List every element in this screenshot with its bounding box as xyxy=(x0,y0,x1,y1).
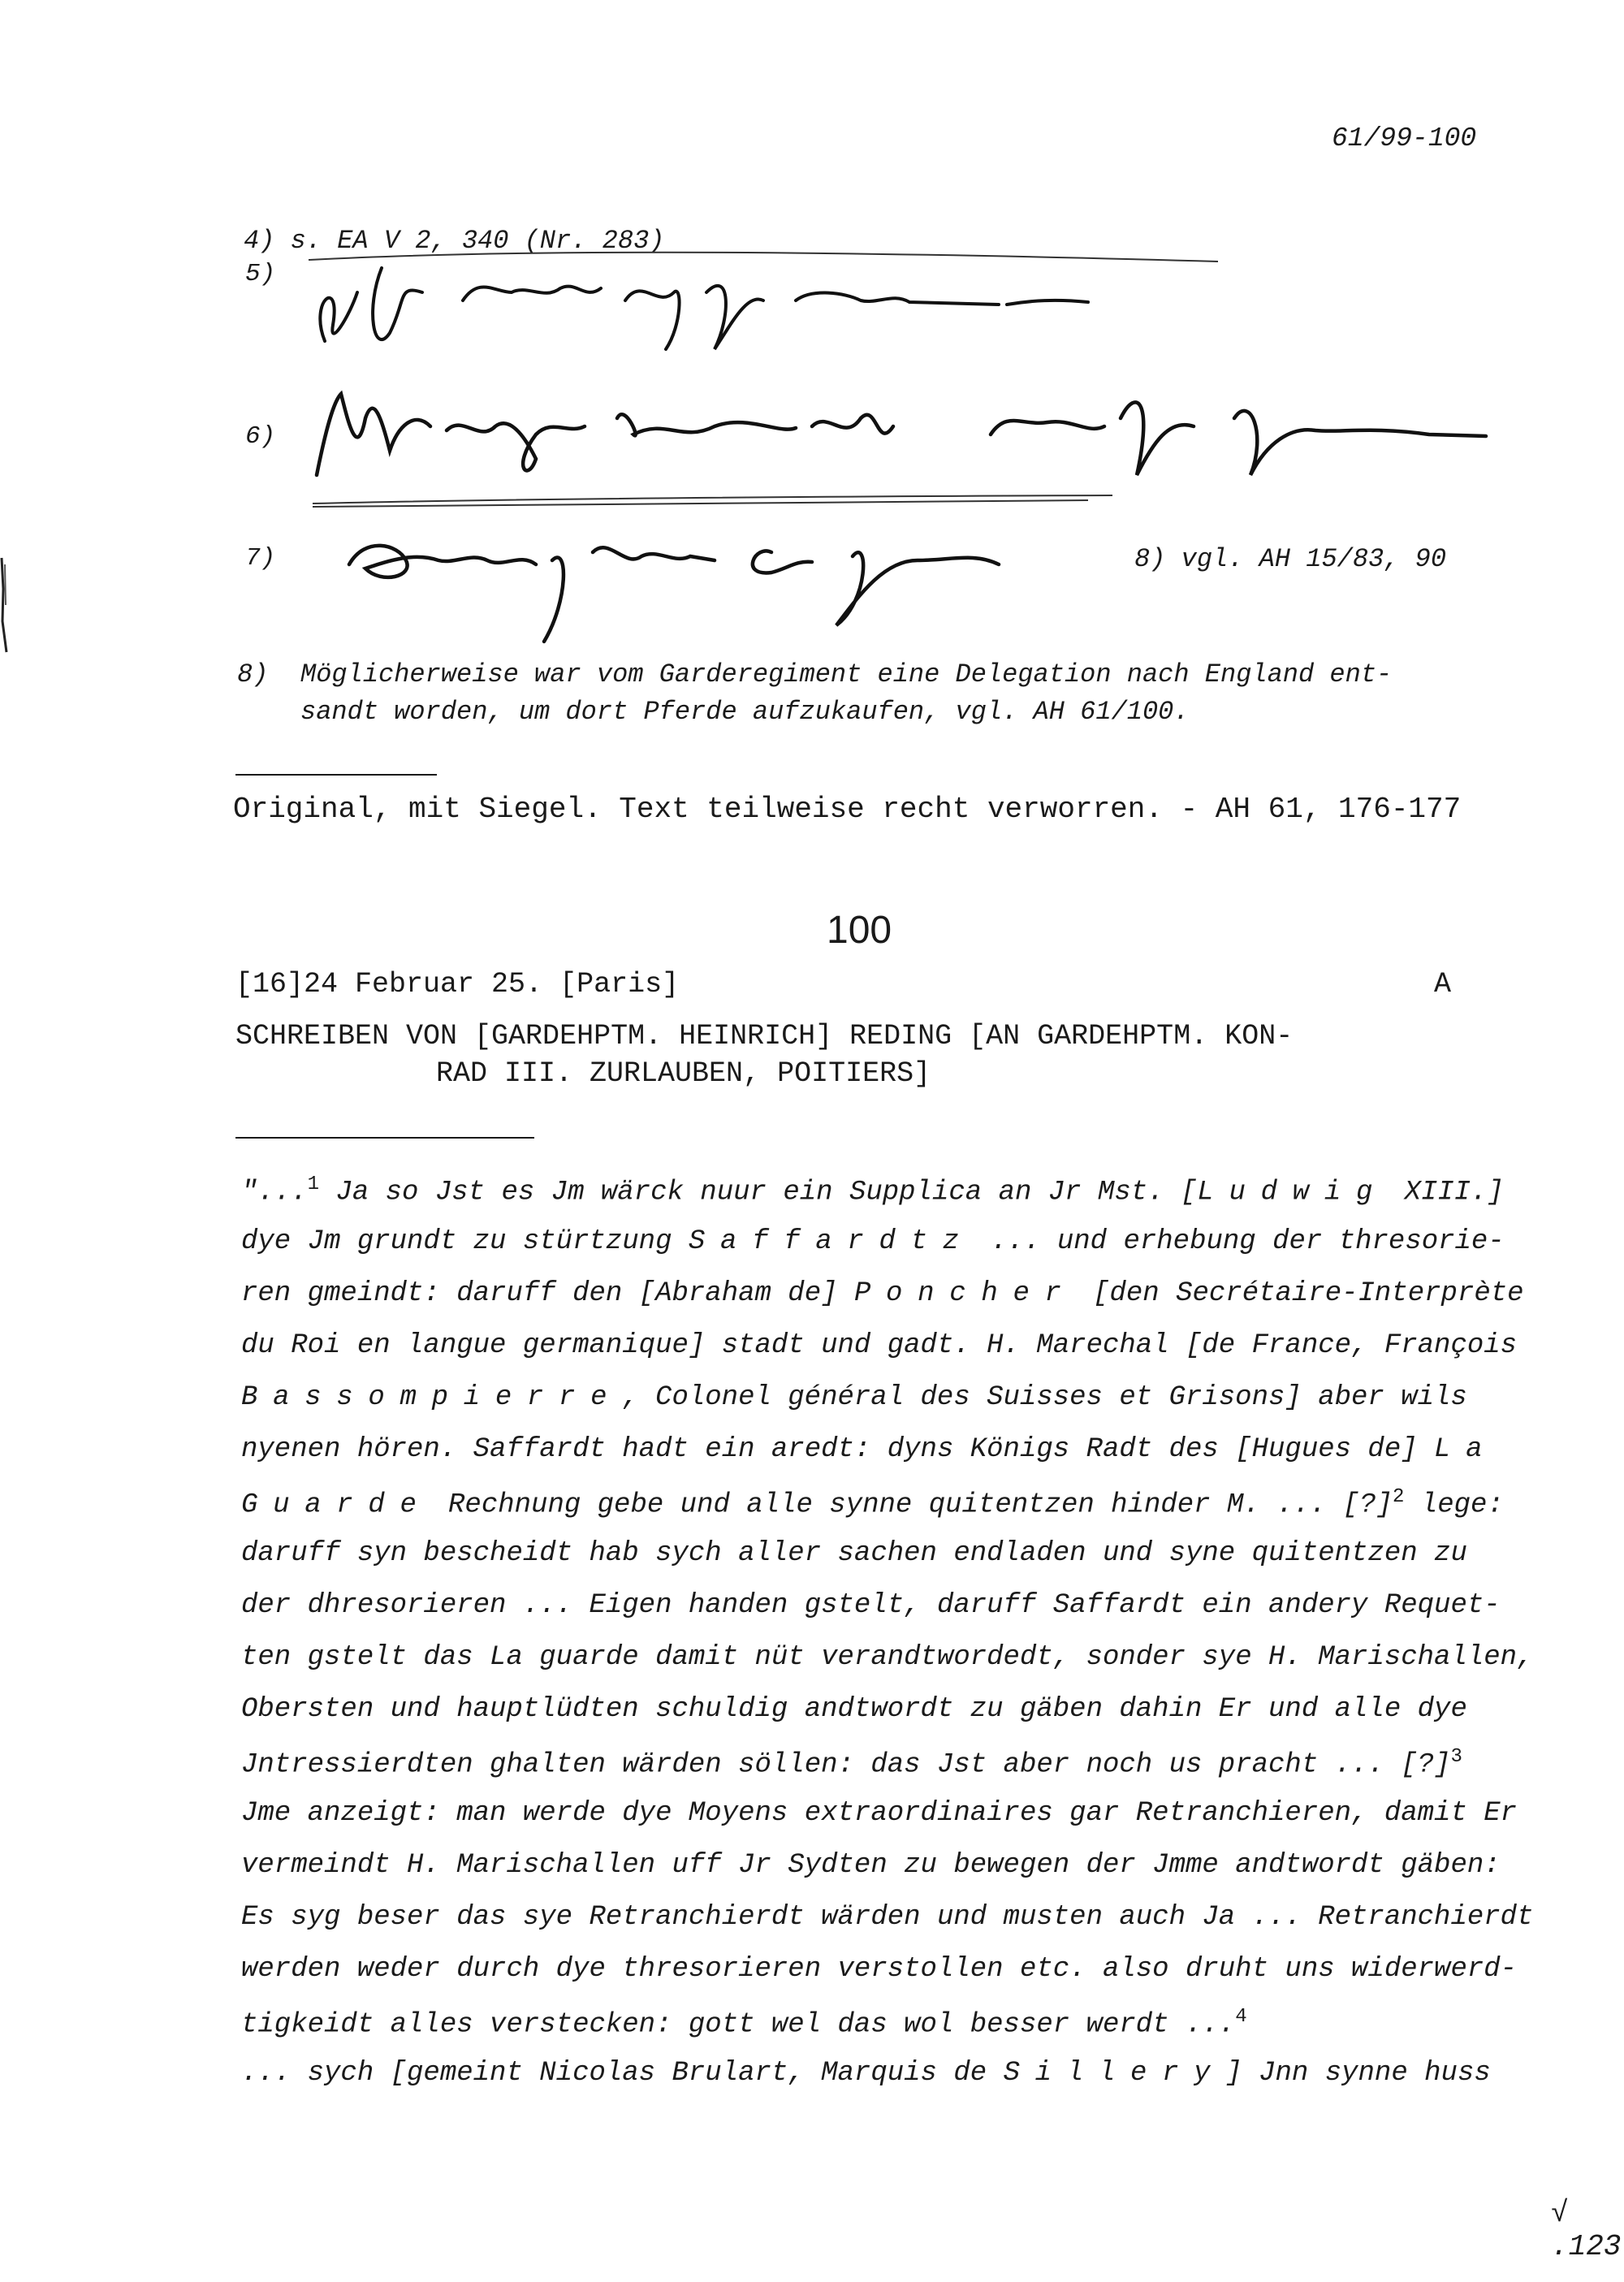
footnote-4-marker: 4) xyxy=(244,226,275,256)
footnote-8-marker: 8) xyxy=(237,659,269,689)
footnote-8-line-1: Möglicherweise war vom Garderegiment eine Delegation nach England ent- xyxy=(300,659,1393,689)
body-line-13: Jme anzeigt: man werde dye Moyens extraordinaires gar Retranchieren, damit Er xyxy=(241,1798,1518,1829)
body-line-7: Guarde Rechnung gebe und alle synne quitentzen hinder M. ... [?]$^2$ lege: xyxy=(241,1486,1504,1521)
body-line-16: werden weder durch dye thresorieren verstollen etc. also druht uns widerwerd- xyxy=(241,1954,1518,1985)
document-id: 61/99-100 xyxy=(1332,123,1477,153)
body-line-10: ten gstelt das La guarde damit nüt verandtwordedt, sonder sye H. Marischallen, xyxy=(241,1642,1534,1673)
body-line-8: daruff syn bescheidt hab sych aller sachen endladen und syne quitentzen zu xyxy=(241,1538,1467,1569)
body-line-5: Bassompierre, Colonel général des Suisses et Grisons] aber wils xyxy=(241,1382,1467,1413)
body-line-4: du Roi en langue germanique] stadt und gadt. H. Marechal [de France, François xyxy=(241,1330,1518,1361)
handwriting-snippet-7 xyxy=(333,504,1104,650)
handwriting-guide-line-7 xyxy=(309,497,1121,513)
body-line-2: dye Jm grundt zu stürtzung Saffardtz ... und erhebung der thresorie- xyxy=(241,1226,1505,1257)
handwriting-snippet-6 xyxy=(292,370,1510,499)
document-number: 100 xyxy=(827,909,892,952)
footnote-4-text: s. EA V 2, 340 (Nr. 283) xyxy=(290,226,665,256)
body-line-11: Obersten und hauptlüdten schuldig andtwordt zu gäben dahin Er und alle dye xyxy=(241,1694,1467,1725)
document-dateline: [16]24 Februar 25. [Paris] xyxy=(235,968,680,1001)
handwriting-guide-line-5 xyxy=(300,244,1234,268)
scan-edge-mark xyxy=(0,556,13,654)
body-line-17: tigkeidt alles verstecken: gott wel das wol besser werdt ...$^4$ xyxy=(241,2006,1247,2041)
body-line-12: Jntressierdten ghalten wärden söllen: das Jst aber noch us pracht ... [?]$^3$ xyxy=(241,1746,1462,1781)
body-line-9: der dhresorieren ... Eigen handen gstelt, daruff Saffardt ein andery Requet- xyxy=(241,1590,1501,1621)
footnote-8-line-2: sandt worden, um dort Pferde aufzukaufen, vgl. AH 61/100. xyxy=(300,697,1190,727)
footnote-5-marker: 5) xyxy=(245,260,276,288)
body-line-14: vermeindt H. Marischallen uff Jr Sydten zu bewegen der Jmme andtwordt gäben: xyxy=(241,1850,1501,1881)
document-title-line-1: SCHREIBEN VON [GARDEHPTM. HEINRICH] REDING [AN GARDEHPTM. KON- xyxy=(235,1020,1294,1052)
body-line-1: "...$^1$ Ja so Jst es Jm wärck nuur ein Supplica an Jr Mst. [Ludwig XIII.] xyxy=(241,1173,1504,1208)
body-line-6: nyenen hören. Saffardt hadt ein aredt: dyns Königs Radt des [Hugues de] La xyxy=(241,1434,1498,1465)
footnote-8-inline: 8) vgl. AH 15/83, 90 xyxy=(1134,544,1447,574)
title-separator xyxy=(235,1137,534,1139)
footnote-separator xyxy=(235,774,437,776)
body-line-3: ren gmeindt: daruff den [Abraham de] Poncher [den Secrétaire-Interprète xyxy=(241,1278,1524,1309)
footnote-6-marker: 6) xyxy=(245,422,276,451)
body-line-18: ... sych [gemeint Nicolas Brulart, Marquis de Sillery] Jnn synne huss xyxy=(241,2058,1491,2089)
source-note: Original, mit Siegel. Text teilweise recht verworren. - AH 61, 176-177 xyxy=(233,793,1462,826)
body-line-15: Es syg beser das sye Retranchierdt wärden und musten auch Ja ... Retranchierdt xyxy=(241,1902,1534,1933)
archive-code: A xyxy=(1434,968,1452,1001)
document-title-line-2: RAD III. ZURLAUBEN, POITIERS] xyxy=(436,1057,931,1090)
corner-check-mark: √ .123 xyxy=(1551,2197,1622,2263)
footnote-7-marker: 7) xyxy=(245,544,276,573)
